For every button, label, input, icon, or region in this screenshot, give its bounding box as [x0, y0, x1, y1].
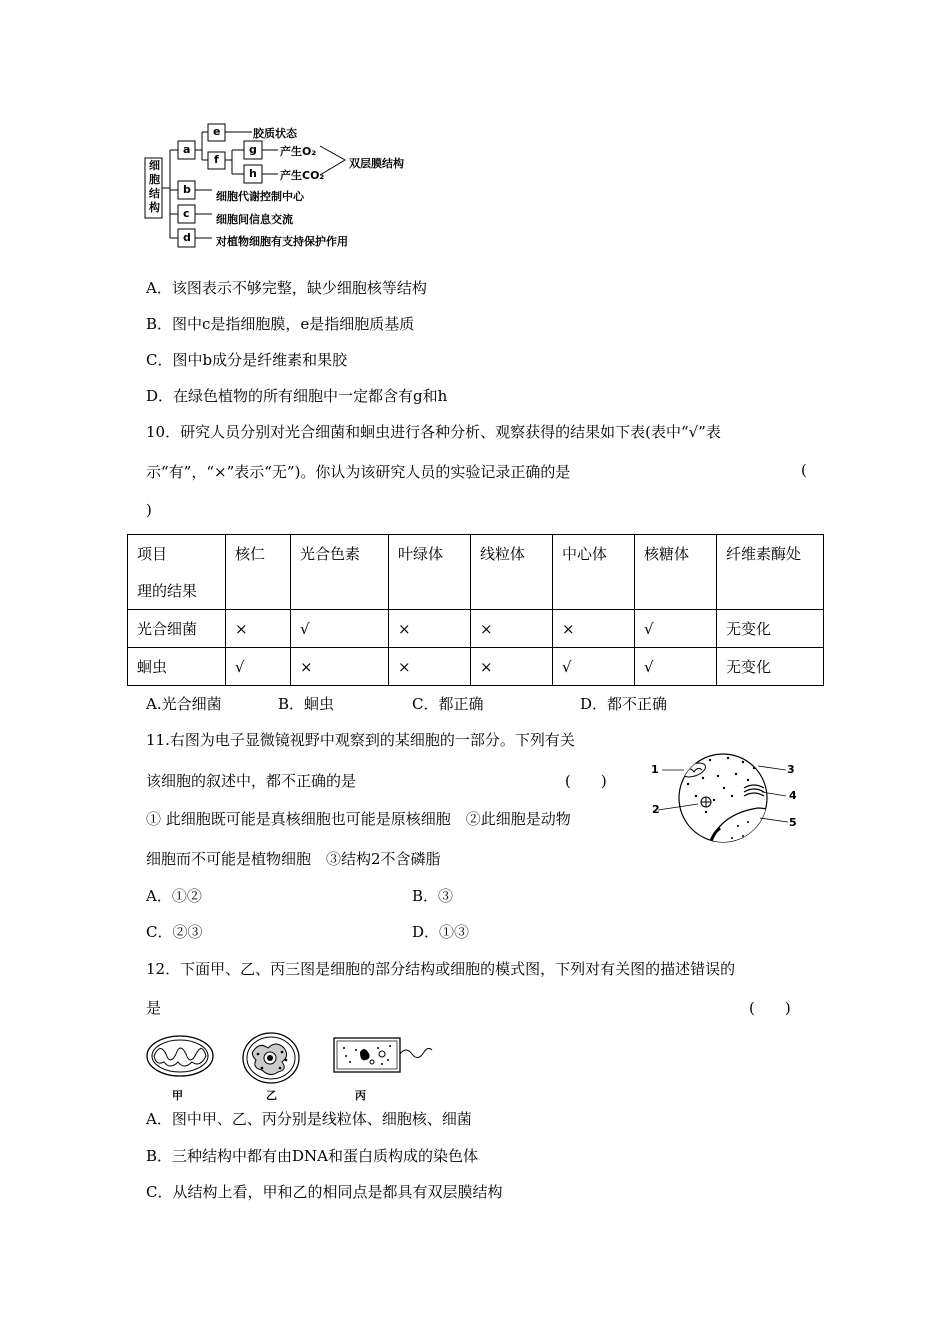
table-row	[128, 610, 824, 648]
q10-option-a: A.光合细菌	[146, 695, 222, 713]
node-d: d	[183, 231, 191, 244]
node-c: c	[183, 207, 190, 220]
node-f: f	[214, 153, 219, 166]
table-header-cell: 光合色素	[291, 535, 389, 573]
table-header-cell: 理的结果	[128, 572, 226, 610]
node-h: h	[249, 167, 257, 180]
cell-micrograph-figure	[648, 748, 798, 848]
diagram-root: 细 胞 结 构	[149, 159, 160, 214]
node-g: g	[249, 143, 257, 156]
q10-option-c: C．都正确	[412, 695, 484, 713]
figure-label-jia: 甲	[172, 1089, 183, 1102]
q11-option-a: A．①②	[146, 887, 202, 905]
q11-option-b: B．③	[412, 887, 454, 905]
figure-label-5: 5	[789, 816, 797, 829]
table-cell: √	[226, 648, 291, 686]
q11-stem-line2: 该细胞的叙述中，都不正确的是	[146, 772, 357, 790]
table-header-cell: 纤维素酶处	[717, 535, 824, 573]
table-header-cell: 中心体	[553, 535, 635, 573]
table-row	[128, 648, 824, 686]
table-cell: √	[553, 648, 635, 686]
label-e: 胶质状态	[253, 127, 297, 140]
label-b: 细胞代谢控制中心	[216, 190, 304, 203]
figure-label-4: 4	[789, 789, 797, 802]
q10-paren-open: (	[801, 461, 807, 479]
label-g: 产生O₂	[280, 145, 317, 158]
results-table	[127, 534, 824, 686]
q12-stem-line1: 12．下面甲、乙、丙三图是细胞的部分结构或细胞的模式图，下列对有关图的描述错误的	[146, 960, 736, 978]
label-c: 细胞间信息交流	[216, 213, 293, 226]
q11-option-d: D．①③	[412, 923, 470, 941]
q9-option-c: C．图中b成分是纤维素和果胶	[146, 351, 348, 369]
figure-label-2: 2	[652, 803, 660, 816]
q12-stem-line2: 是	[146, 999, 162, 1017]
table-cell: ×	[389, 648, 471, 686]
table-cell: ×	[291, 648, 389, 686]
q10-stem-line2: 示“有”，“×”表示“无”)。你认为该研究人员的实验记录正确的是	[146, 463, 571, 481]
label-h: 产生CO₂	[280, 169, 325, 182]
q9-option-a: A．该图表示不够完整，缺少细胞核等结构	[146, 279, 427, 297]
q12-paren: ( )	[749, 999, 791, 1017]
figure-label-3: 3	[787, 763, 795, 776]
table-cell: 无变化	[717, 610, 824, 648]
table-header-row	[128, 535, 824, 573]
bacterium-figure	[332, 1036, 436, 1074]
q11-paren: ( )	[565, 772, 607, 790]
node-b: b	[183, 183, 191, 196]
table-header-cell: 核仁	[226, 535, 291, 573]
table-header-cell: 核糖体	[635, 535, 717, 573]
q11-option-c: C．②③	[146, 923, 203, 941]
table-cell: √	[635, 648, 717, 686]
q10-stem-line1: 10．研究人员分别对光合细菌和蛔虫进行各种分析、观察获得的结果如下表(表中“√”表	[146, 423, 721, 441]
table-cell: ×	[553, 610, 635, 648]
nucleus-figure	[240, 1030, 302, 1086]
table-header-row-cont	[128, 572, 824, 610]
figure-label-bing: 丙	[355, 1089, 366, 1102]
label-double-membrane: 双层膜结构	[349, 157, 404, 170]
figure-label-yi: 乙	[266, 1089, 277, 1102]
q11-stem-line3: ① 此细胞既可能是真核细胞也可能是原核细胞 ②此细胞是动物	[146, 810, 571, 828]
table-cell: ×	[471, 648, 553, 686]
table-cell: ×	[471, 610, 553, 648]
q12-option-a: A．图中甲、乙、丙分别是线粒体、细胞核、细菌	[146, 1110, 472, 1128]
figure-label-1: 1	[651, 763, 659, 776]
node-a: a	[183, 143, 191, 156]
q9-option-d: D．在绿色植物的所有细胞中一定都含有g和h	[146, 387, 448, 405]
node-e: e	[213, 125, 221, 138]
q12-option-b: B．三种结构中都有由DNA和蛋白质构成的染色体	[146, 1147, 479, 1165]
table-cell: 蛔虫	[128, 648, 226, 686]
label-d: 对植物细胞有支持保护作用	[216, 235, 348, 248]
table-cell: √	[635, 610, 717, 648]
table-header-cell: 线粒体	[471, 535, 553, 573]
q12-option-c: C．从结构上看，甲和乙的相同点是都具有双层膜结构	[146, 1183, 503, 1201]
q11-stem-line4: 细胞而不可能是植物细胞 ③结构2不含磷脂	[146, 850, 441, 868]
q11-stem-line1: 11.右图为电子显微镜视野中观察到的某细胞的一部分。下列有关	[146, 731, 575, 749]
q10-option-d: D．都不正确	[580, 695, 668, 713]
table-header-cell: 叶绿体	[389, 535, 471, 573]
table-cell: 光合细菌	[128, 610, 226, 648]
q9-option-b: B．图中c是指细胞膜，e是指细胞质基质	[146, 315, 415, 333]
table-header-cell: 项目	[128, 535, 226, 573]
q10-option-b: B．蛔虫	[278, 695, 335, 713]
table-cell: ×	[389, 610, 471, 648]
table-cell: ×	[226, 610, 291, 648]
table-cell: 无变化	[717, 648, 824, 686]
q10-paren-close: )	[146, 501, 152, 519]
table-cell: √	[291, 610, 389, 648]
mitochondrion-figure	[144, 1032, 216, 1082]
